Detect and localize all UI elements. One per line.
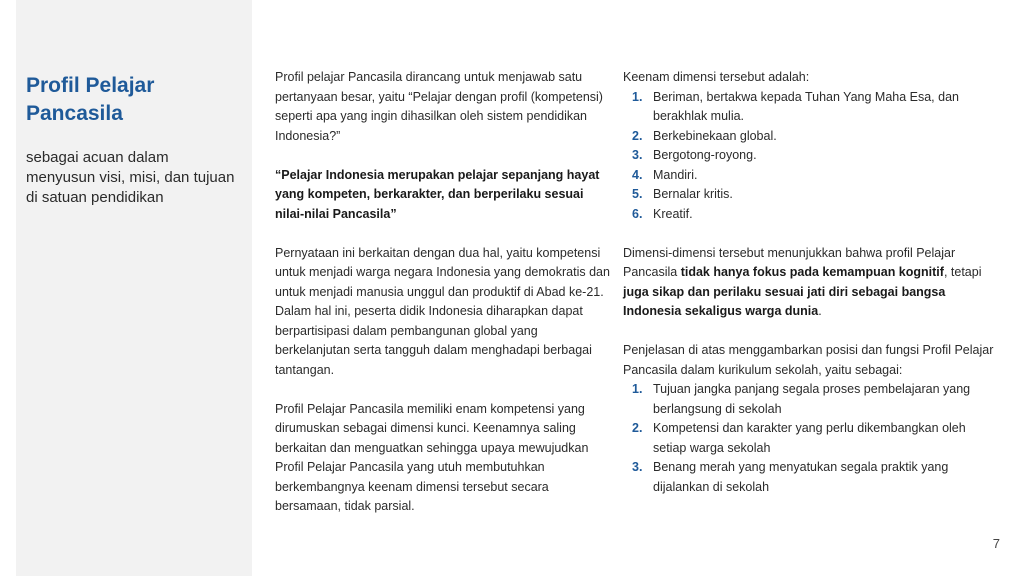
quote-text: “Pelajar Indonesia merupakan pelajar sepanjang hayat yang kompeten, berkarakter, dan berperilaku sesuai nilai-nilai Pancasila” <box>275 167 600 221</box>
list-number: 1. <box>632 89 643 104</box>
list-item <box>623 419 998 458</box>
slide-title: Profil Pelajar Pancasila <box>26 74 155 125</box>
dimensions-explanation <box>623 244 998 322</box>
dimensions-intro: Keenam dimensi tersebut adalah: <box>623 70 810 84</box>
left-text-column <box>275 68 610 536</box>
list-text: Berkebinekaan global. <box>653 128 777 143</box>
list-item <box>623 205 998 225</box>
list-number: 3. <box>632 148 643 162</box>
list-text: Beriman, bertakwa kepada Tuhan Yang Maha Esa, dan berakhlak mulia. <box>653 89 959 123</box>
list-text: Bergotong-royong. <box>653 148 757 162</box>
explanation-text: . <box>818 304 822 318</box>
dimensions-list <box>623 88 998 225</box>
list-text: Kreatif. <box>653 206 693 221</box>
list-number: 5. <box>632 187 643 201</box>
explanation-bold-1: tidak hanya fokus pada kemampuan kognitif <box>680 265 944 279</box>
list-text: Benang merah yang menyatukan segala praktik yang dijalankan di sekolah <box>653 460 949 494</box>
sidebar-panel <box>16 0 252 576</box>
list-text: Kompetensi dan karakter yang perlu dikembangkan oleh setiap warga sekolah <box>653 421 966 455</box>
list-item <box>623 146 998 166</box>
intro-paragraph: Profil pelajar Pancasila dirancang untuk menjawab satu pertanyaan besar, yaitu “Pelajar dengan profil (kompetensi) seperti apa yang ingin dihasilkan oleh sistem pendidikan Indonesia?” <box>275 70 603 143</box>
list-text: Bernalar kritis. <box>653 187 733 201</box>
explanation-text: , tetapi <box>943 265 982 279</box>
page-number: 7 <box>992 536 1000 551</box>
list-text: Tujuan jangka panjang segala proses pembelajaran yang berlangsung di sekolah <box>653 382 971 416</box>
explanation-bold-2: juga sikap dan perilaku sesuai jati diri sebagai bangsa Indonesia sekaligus warga dunia <box>623 284 946 318</box>
list-number: 4. <box>632 167 643 182</box>
statement-paragraph: Pernyataan ini berkaitan dengan dua hal, yaitu kompetensi untuk menjadi warga negara Indonesia yang demokratis dan untuk menjadi manusia unggul dan produktif di Abad ke-21. Dalam hal ini, peserta didik Indonesia diharapkan dapat berpartisipasi dalam pembangunan global yang berkelanjutan serta tangguh dalam menghadapi berbagai tantangan. <box>275 245 610 377</box>
list-number: 2. <box>632 421 643 435</box>
list-number: 3. <box>632 460 643 474</box>
list-item <box>623 166 998 186</box>
competence-paragraph: Profil Pelajar Pancasila memiliki enam kompetensi yang dirumuskan sebagai dimensi kunci. Keenamnya saling berkaitan dan menguatkan sehingga upaya mewujudkan Profil Pelajar Pancasila yang utuh membutuhkan berkembangnya keenam dimensi tersebut secara bersamaan, tidak parsial. <box>275 401 589 513</box>
list-item <box>623 88 998 127</box>
list-number: 6. <box>632 206 643 221</box>
list-number: 1. <box>632 382 643 396</box>
list-item <box>623 458 998 497</box>
functions-intro: Penjelasan di atas menggambarkan posisi dan fungsi Profil Pelajar Pancasila dalam kurikulum sekolah, yaitu sebagai: <box>623 343 994 377</box>
right-text-column <box>623 68 998 517</box>
list-text: Mandiri. <box>653 167 698 182</box>
slide-subtitle: sebagai acuan dalam menyusun visi, misi, dan tujuan di satuan pendidikan <box>26 149 235 206</box>
explanation-text: Dimensi-dimensi tersebut menunjukkan bahwa profil Pelajar Pancasila <box>623 245 956 279</box>
functions-list <box>623 380 998 497</box>
list-item <box>623 185 998 205</box>
list-item <box>623 127 998 147</box>
list-number: 2. <box>632 128 643 143</box>
profile-quote <box>275 166 610 225</box>
list-item <box>623 380 998 419</box>
